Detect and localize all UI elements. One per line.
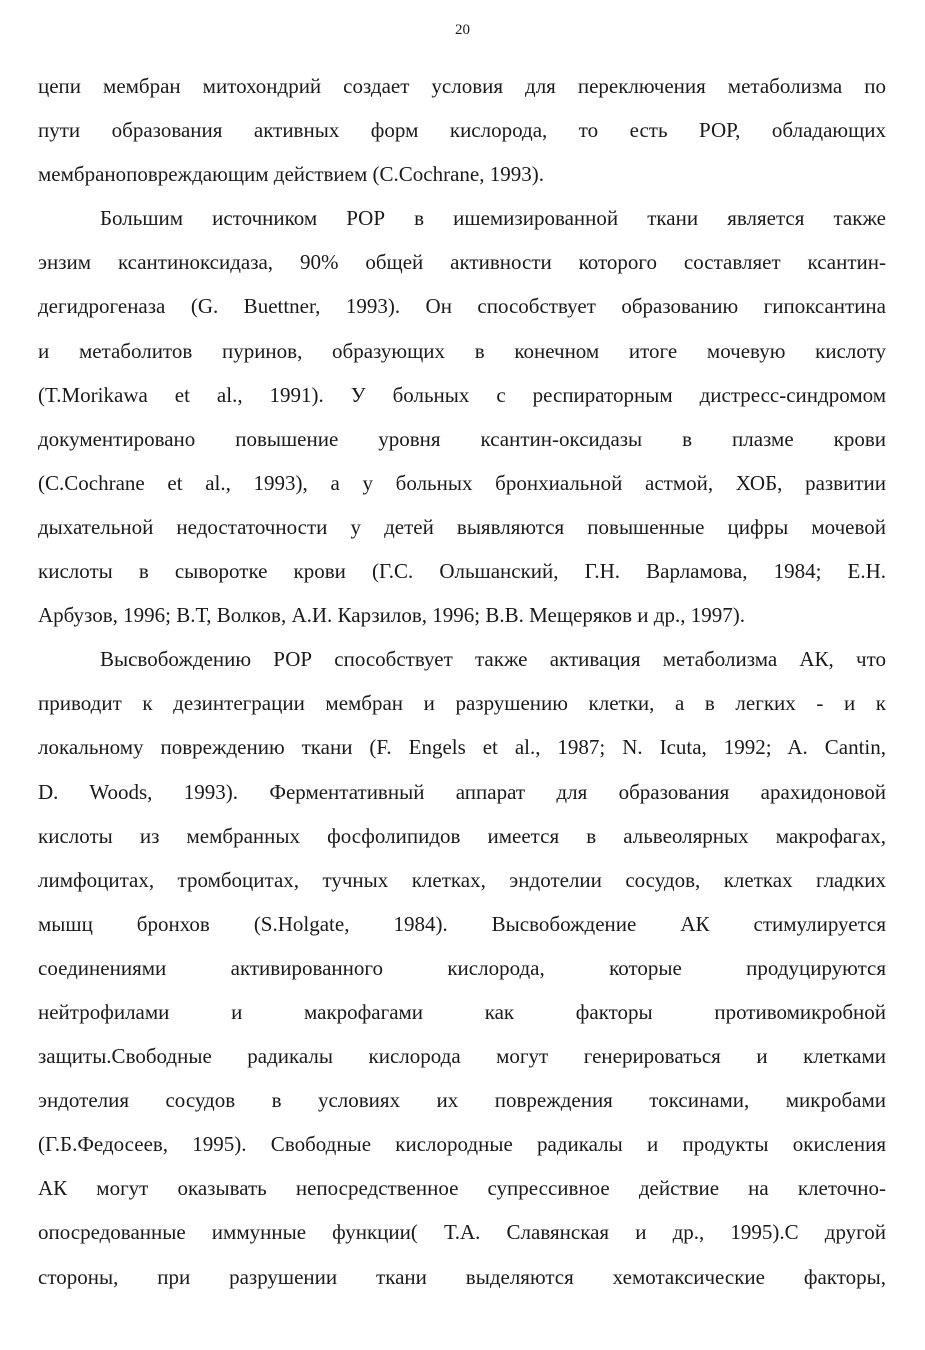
text-line: Большим источником РОР в ишемизированной ткани является также — [100, 206, 886, 231]
text-line: мышц бронхов (S.Holgate, 1984). Высвобождение АК стимулируется — [38, 911, 886, 936]
text-line: D. Woods, 1993). Ферментативный аппарат для образования арахидоновой — [38, 779, 886, 804]
text-line: мембраноповреждающим действием (C.Cochrane, 1993). — [38, 162, 544, 187]
paragraph-1 — [38, 64, 886, 196]
text-line: цепи мембран митохондрий создает условия для переключения метаболизма по — [38, 74, 886, 98]
text-line: эндотелия сосудов в условиях их повреждения токсинами, микробами — [38, 1088, 886, 1113]
text-line: приводит к дезинтеграции мембран и разрушению клетки, а в легких - и к — [38, 691, 886, 716]
text-line: (T.Morikawa et al., 1991). У больных с респираторным дистресс-синдромом — [38, 382, 886, 407]
text-line: документировано повышение уровня ксантин-оксидазы в плазме крови — [38, 426, 886, 451]
text-line: стороны, при разрушении ткани выделяются хемотаксические факторы, — [38, 1264, 886, 1289]
text-line: дыхательной недостаточности у детей выявляются повышенные цифры мочевой — [38, 514, 886, 539]
text-line: и метаболитов пуринов, образующих в конечном итоге мочевую кислоту — [38, 338, 886, 363]
paragraph-3 — [38, 637, 886, 1298]
text-line: лимфоцитах, тромбоцитах, тучных клетках, эндотелии сосудов, клетках гладких — [38, 867, 886, 892]
text-line: защиты.Свободные радикалы кислорода могут генерироваться и клетками — [38, 1044, 886, 1069]
text-line: локальному повреждению ткани (F. Engels et al., 1987; N. Icuta, 1992; A. Cantin, — [38, 735, 886, 760]
text-line: Арбузов, 1996; В.Т, Волков, А.И. Карзилов, 1996; В.В. Мещеряков и др., 1997). — [38, 603, 745, 628]
text-line: (Г.Б.Федосеев, 1995). Свободные кислородные радикалы и продукты окисления — [38, 1132, 886, 1157]
text-line: (C.Cochrane et al., 1993), а у больных бронхиальной астмой, ХОБ, развитии — [38, 470, 886, 495]
text-line: пути образования активных форм кислорода, то есть РОР, обладающих — [38, 118, 886, 143]
text-line: АК могут оказывать непосредственное супрессивное действие на клеточно- — [38, 1176, 886, 1201]
text-line: кислоты в сыворотке крови (Г.С. Ольшанский, Г.Н. Варламова, 1984; Е.Н. — [38, 559, 886, 584]
paragraph-2 — [38, 196, 886, 637]
document-body — [38, 64, 886, 1299]
text-line: Высвобождению РОР способствует также активация метаболизма АК, что — [100, 647, 886, 672]
page-number: 20 — [455, 22, 470, 38]
text-line: опосредованные иммунные функции( Т.А. Славянская и др., 1995).С другой — [38, 1220, 886, 1245]
text-line: нейтрофилами и макрофагами как факторы противомикробной — [38, 999, 886, 1024]
text-line: дегидрогеназа (G. Buettner, 1993). Он способствует образованию гипоксантина — [38, 294, 886, 319]
text-line: кислоты из мембранных фосфолипидов имеется в альвеолярных макрофагах, — [38, 823, 886, 848]
text-line: энзим ксантиноксидаза, 90% общей активности которого составляет ксантин- — [38, 250, 886, 275]
text-line: соединениями активированного кислорода, которые продуцируются — [38, 955, 886, 980]
